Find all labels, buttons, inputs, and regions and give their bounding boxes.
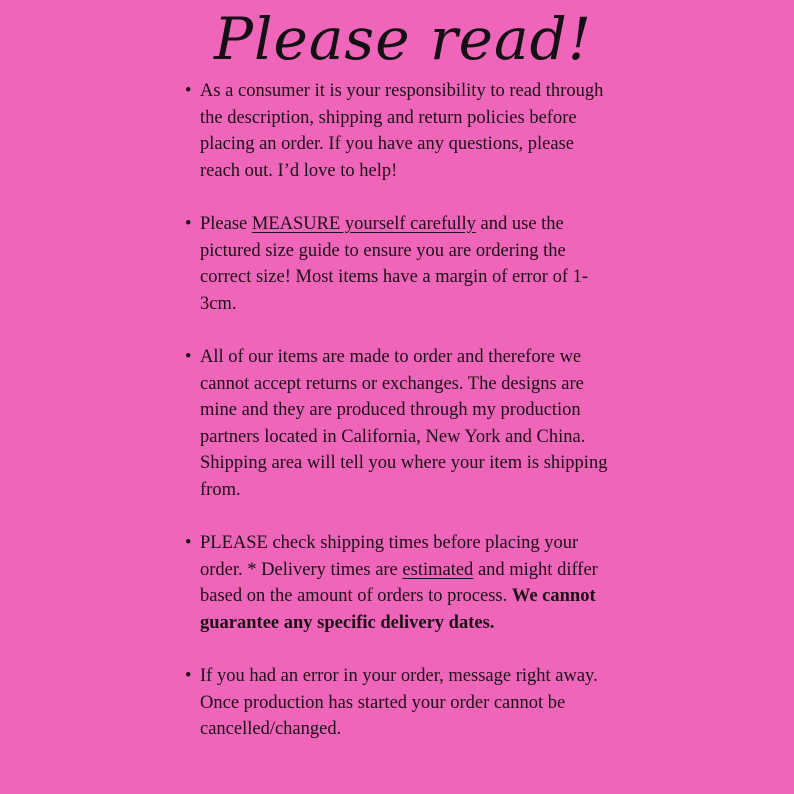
notice-text: As a consumer it is your responsibility to read through the description, shipping and return policies before placing an order. If you have any questions, please reach out. I’d love to help! (200, 81, 604, 181)
notice-text: PLEASE check shipping times before placing your order. * Delivery times are (200, 533, 579, 580)
notice-list (200, 78, 610, 769)
notice-item-measure (200, 211, 610, 317)
estimated-emphasis: estimated (402, 559, 474, 580)
notice-text: If you had an error in your order, message right away. Once production has started your order cannot be cancelled/changed. (200, 666, 598, 740)
notice-text: Please (200, 213, 252, 234)
notice-item-returns (200, 344, 610, 504)
notice-text: All of our items are made to order and therefore we cannot accept returns or exchanges. The designs are mine and they are produced through my production partners located in California, New York and China. Shipping area will tell you where your item is shipping from. (200, 346, 608, 500)
notice-item-responsibility (200, 78, 610, 184)
notice-text: and use the pictured size guide to ensure you are ordering the correct size! Most items have a margin of error of 1-3cm. (200, 213, 589, 314)
notice-text: and might differ based on the amount of orders to process. (200, 559, 598, 607)
delivery-warning: We cannot guarantee any specific delivery dates. (200, 586, 596, 633)
notice-item-shipping-times (200, 530, 610, 636)
page-title: Please read! (213, 5, 593, 73)
measure-emphasis: MEASURE yourself carefully (251, 213, 476, 234)
notice-item-order-errors (200, 663, 610, 743)
